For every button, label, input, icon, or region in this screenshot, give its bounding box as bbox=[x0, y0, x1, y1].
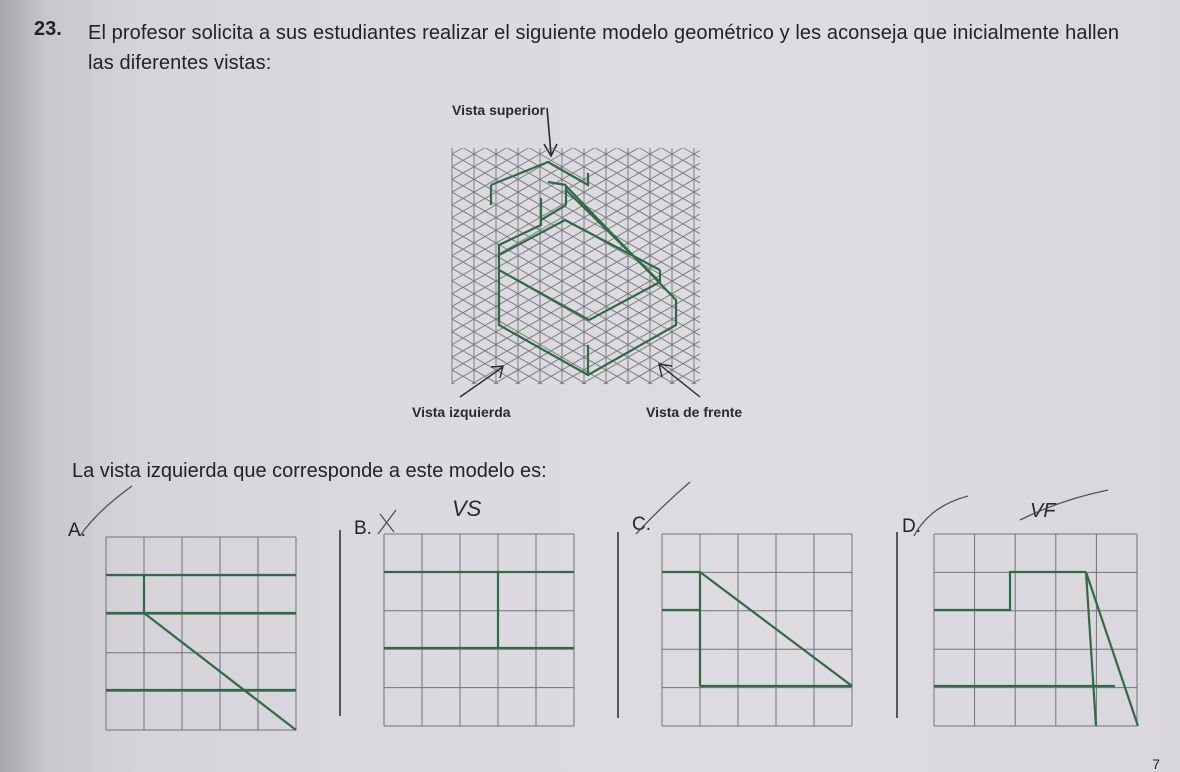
option-c-letter[interactable]: C. bbox=[632, 514, 651, 535]
check-mark-d bbox=[914, 496, 968, 536]
question-number: 23. bbox=[34, 18, 62, 40]
check-mark-a bbox=[80, 486, 132, 536]
page-number: 7 bbox=[1152, 756, 1160, 772]
option-a-letter[interactable]: A. bbox=[68, 520, 86, 541]
front-view-label: Vista de frente bbox=[646, 404, 743, 420]
option-d-letter[interactable]: D. bbox=[902, 516, 921, 537]
left-view-label: Vista izquierda bbox=[412, 404, 511, 420]
option-d-note: VF bbox=[1030, 500, 1056, 522]
option-b-letter[interactable]: B. bbox=[354, 518, 372, 539]
sub-question: La vista izquierda que corresponde a este modelo es: bbox=[72, 460, 547, 482]
question-text: El profesor solicita a sus estudiantes realizar el siguiente modelo geométrico y les aconseja que inicialmente hallen las diferentes vistas: bbox=[88, 22, 1120, 74]
cross-mark-b bbox=[378, 510, 396, 534]
pen-stroke-d bbox=[1020, 490, 1108, 520]
option-b-note: VS bbox=[452, 496, 482, 521]
top-view-label: Vista superior bbox=[452, 102, 546, 118]
mark-c bbox=[636, 482, 690, 534]
